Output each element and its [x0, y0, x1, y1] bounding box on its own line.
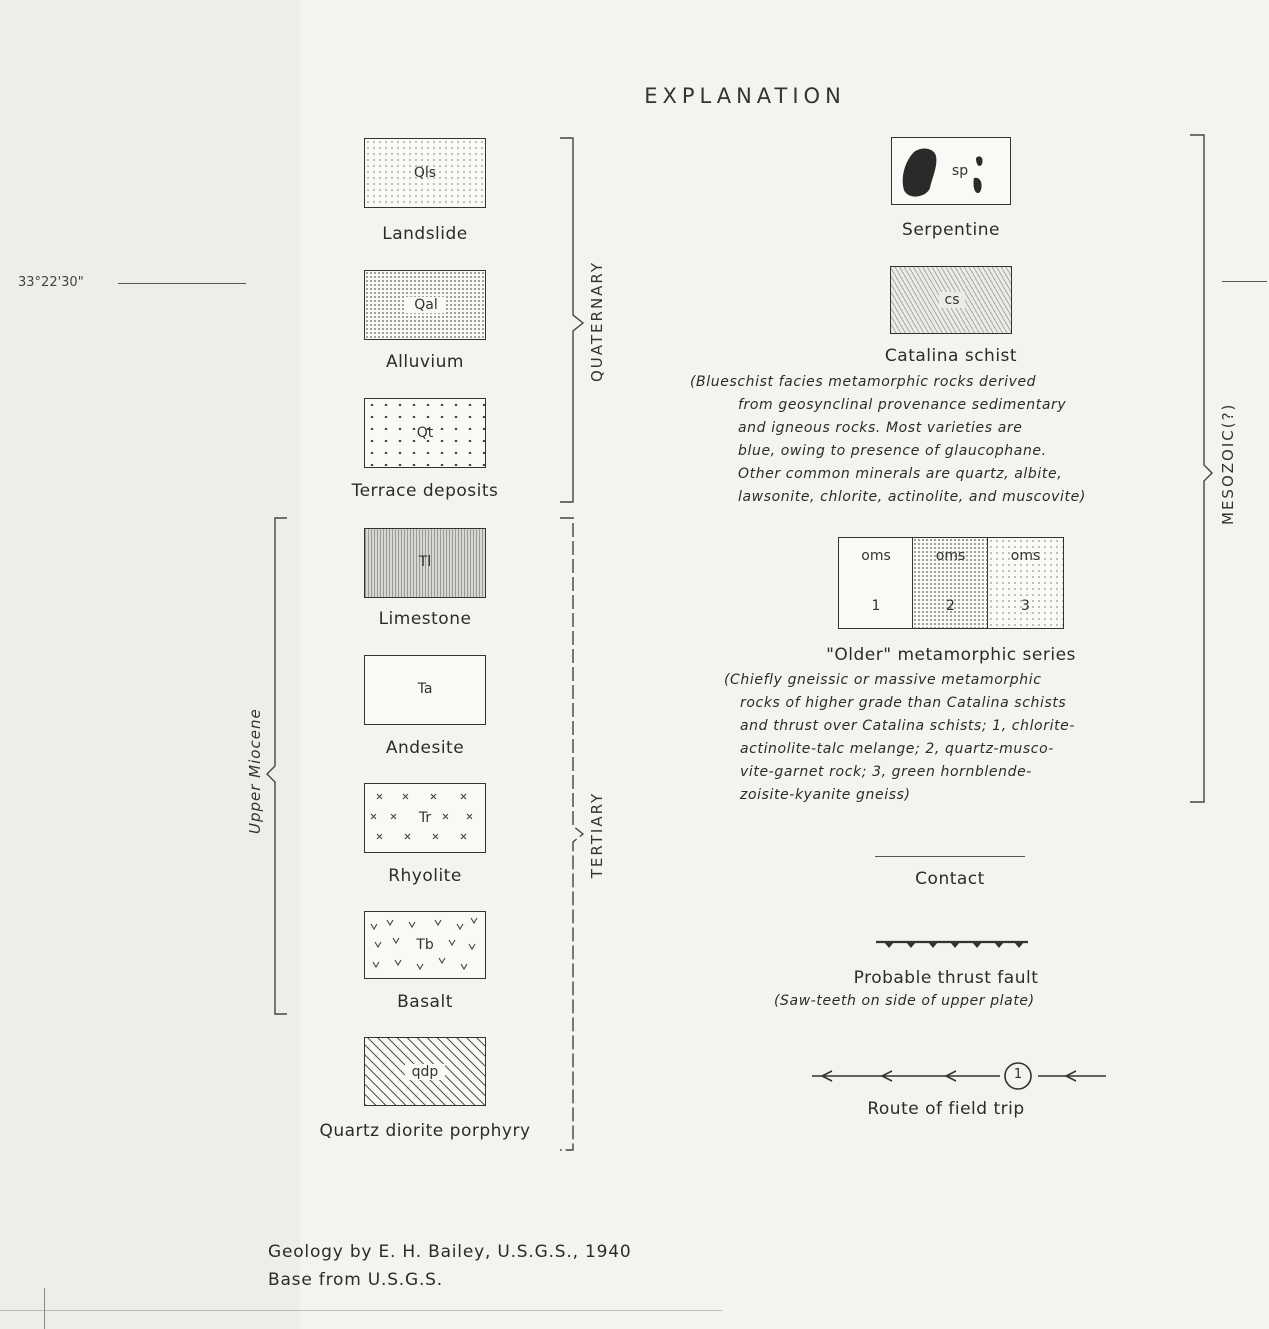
qdp-symbol: qdp — [405, 1064, 445, 1080]
latitude-tick-line — [118, 283, 246, 284]
qdp-caption: Quartz diorite porphyry — [319, 1121, 531, 1141]
older-desc-line: and thrust over Catalina schists; 1, chlorite- — [740, 718, 1076, 734]
serpentine-caption: Serpentine — [902, 220, 1000, 240]
catalina-desc-line: Other common minerals are quartz, albite, — [738, 466, 1063, 482]
older-series-caption: "Older" metamorphic series — [826, 645, 1076, 665]
miocene-bracket — [267, 518, 287, 1014]
mesozoic-label: MESOZOIC(?) — [1219, 402, 1237, 525]
catalina-desc-line: (Blueschist facies metamorphic rocks derived — [690, 374, 1037, 390]
oms3-symbol: oms — [1010, 548, 1041, 564]
andesite-symbol: Ta — [417, 681, 433, 697]
catalina-desc-line: from geosynclinal provenance sedimentary — [738, 397, 1067, 413]
page-edge-mark — [44, 1288, 45, 1329]
latitude-label: 33°22'30" — [18, 275, 84, 290]
basalt-caption: Basalt — [397, 992, 453, 1012]
quaternary-bracket — [560, 138, 583, 502]
legend-title: EXPLANATION — [644, 84, 846, 108]
oms3-box — [987, 537, 1064, 629]
oms2-number: 2 — [946, 598, 955, 614]
limestone-caption: Limestone — [378, 609, 472, 629]
geology-credit: Geology by E. H. Bailey, U.S.G.S., 1940 — [268, 1242, 632, 1262]
alluvium-symbol: Qal — [406, 297, 446, 313]
alluvium-caption: Alluvium — [386, 352, 464, 372]
base-credit: Base from U.S.G.S. — [268, 1270, 443, 1290]
landslide-caption: Landslide — [382, 224, 468, 244]
route-stop-number: 1 — [1013, 1067, 1023, 1082]
oms1-symbol: oms — [861, 548, 891, 564]
page-edge-line — [0, 1310, 722, 1311]
contact-caption: Contact — [915, 869, 985, 889]
oms3-number: 3 — [1021, 598, 1030, 614]
mesozoic-bracket — [1180, 130, 1220, 810]
older-desc-line: rocks of higher grade than Catalina schists — [740, 695, 1067, 711]
upper-miocene-label: Upper Miocene — [246, 708, 264, 834]
older-desc-line: (Chiefly gneissic or massive metamorphic — [724, 672, 1042, 688]
contact-line — [875, 856, 1025, 857]
catalina-desc-line: blue, owing to presence of glaucophane. — [738, 443, 1047, 459]
thrust-fault-line — [874, 938, 1030, 952]
route-line — [810, 1060, 1110, 1092]
tertiary-label: TERTIARY — [588, 791, 606, 879]
terrace-caption: Terrace deposits — [351, 481, 499, 501]
basalt-symbol: Tb — [410, 937, 440, 953]
tertiary-bracket — [560, 518, 583, 1150]
oms1-box — [838, 537, 914, 629]
oms2-box — [912, 537, 989, 629]
limestone-symbol: Tl — [418, 554, 432, 570]
catalina-desc-line: lawsonite, chlorite, actinolite, and muscovite) — [738, 489, 1086, 505]
route-caption: Route of field trip — [867, 1099, 1025, 1119]
catalina-desc-line: and igneous rocks. Most varieties are — [738, 420, 1023, 436]
oms1-number: 1 — [871, 598, 881, 614]
serpentine-box — [891, 137, 1011, 205]
oms2-symbol: oms — [935, 548, 966, 564]
older-desc-line: actinolite-talc melange; 2, quartz-musco- — [740, 741, 1054, 757]
thrust-caption: Probable thrust fault — [853, 968, 1039, 988]
right-latitude-tick — [1222, 281, 1267, 282]
thrust-note: (Saw-teeth on side of upper plate) — [774, 993, 1035, 1009]
quaternary-label: QUATERNARY — [588, 260, 606, 382]
terrace-symbol: Qt — [416, 425, 434, 441]
rhyolite-symbol: Tr — [410, 810, 440, 826]
rhyolite-caption: Rhyolite — [388, 866, 462, 886]
landslide-symbol: Qls — [413, 165, 437, 181]
catalina-symbol: cs — [939, 292, 965, 308]
catalina-caption: Catalina schist — [884, 346, 1018, 366]
andesite-caption: Andesite — [385, 738, 465, 758]
older-desc-line: zoisite-kyanite gneiss) — [740, 787, 911, 803]
older-desc-line: vite-garnet rock; 3, green hornblende- — [740, 764, 1032, 780]
age-brackets — [255, 130, 625, 1160]
catalina-box — [890, 266, 1012, 334]
serpentine-symbol: sp — [951, 163, 969, 179]
